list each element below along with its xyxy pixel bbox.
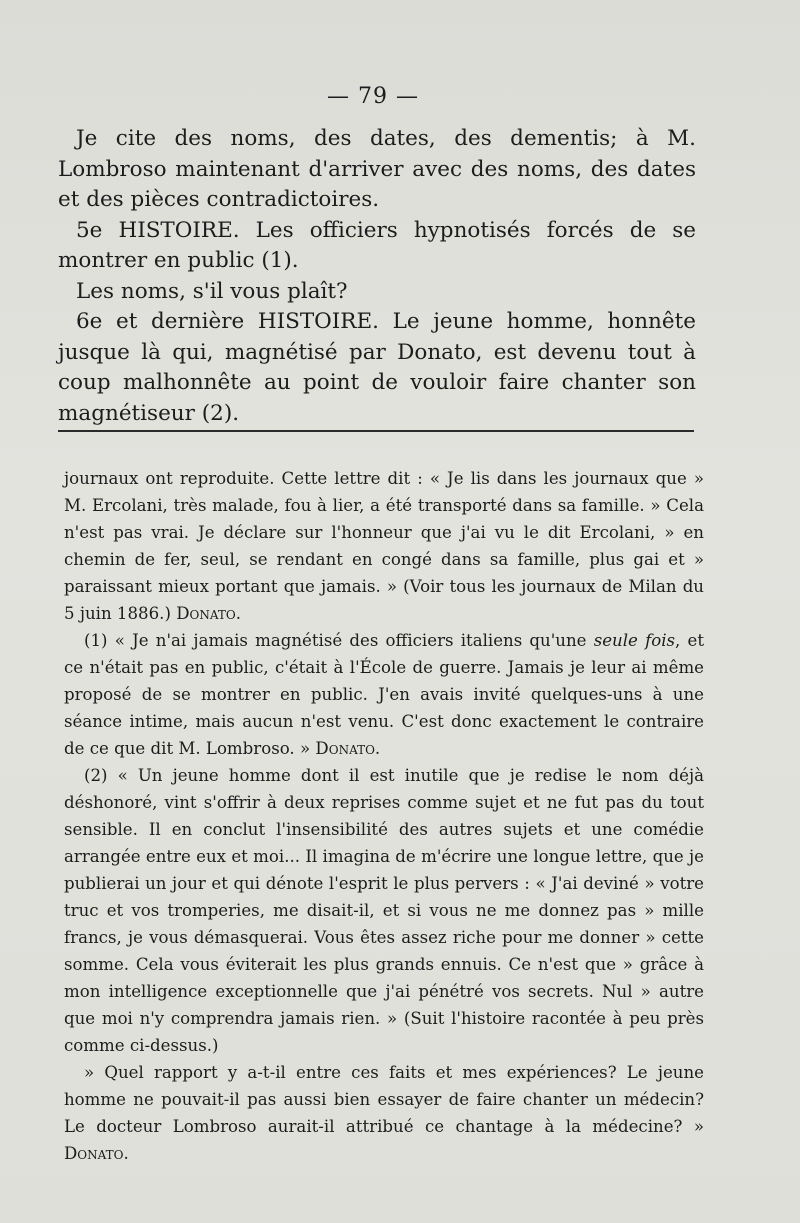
footnote-text: , et ce n'était pas en public, c'était à l'École de guerre. Jamais je leur ai même proposé de se montrer en public. J'en avais invité quelques-uns à une séance intime, mais aucun n'est venu. C'est donc exactement le contraire de ce que dit M. Lombroso. »: [64, 631, 705, 758]
footnote-italic: seule fois: [593, 631, 676, 650]
histoire-text: Le jeune homme, honnête jusque là qui, magnétisé par Donato, est devenu tout à coup malhonnête au point de vouloir faire chanter son magnétiseur (2).: [58, 309, 696, 426]
histoire-number: 6e et dernière: [76, 309, 245, 334]
footnote-marker: (1): [84, 631, 108, 650]
footnote-2: [64, 762, 704, 1059]
footnote-text: journaux ont reproduite. Cette lettre dit : « Je lis dans les journaux que » M. Ercolani, très malade, fou à lier, a été transporté dans sa famille. » Cela n'est pas vrai. Je déclare sur l'honneur que j'ai vu le dit Ercolani, » en chemin de fer, seul, se rendant en congé dans sa famille, plus gai et » paraissant mieux portant que jamais. » (Voir tous les journaux de Milan du 5 juin 1886.): [64, 469, 704, 623]
page-number: — 79 —: [327, 84, 419, 109]
histoire-text: Les officiers hypnotisés forcés de se montrer en public (1).: [58, 217, 696, 273]
signature: Donato.: [176, 604, 241, 623]
histoire-number: 5e: [76, 217, 103, 243]
histoire-label: HISTOIRE.: [118, 217, 240, 243]
footnote-text: « Je n'ai jamais magnétisé des officiers italiens qu'une: [114, 631, 587, 650]
footnote-1: [64, 627, 704, 762]
histoire-label: HISTOIRE.: [257, 309, 379, 334]
main-text: [58, 124, 696, 429]
footnote-closing: [64, 1059, 704, 1167]
main-paragraph-3: Les noms, s'il vous plaît?: [76, 278, 348, 304]
footnote-text: » Quel rapport y a-t-il entre ces faits et mes expériences? Le jeune homme ne pouvait-il pas aussi bien essayer de faire chanter un médecin? Le docteur Lombroso aurait-il attribué ce chantage à la médecine? »: [64, 1063, 704, 1136]
main-paragraph-4: [58, 307, 696, 429]
footnote-marker: (2): [84, 766, 108, 785]
main-paragraph-2: [58, 216, 696, 277]
footnote-separator: [58, 430, 694, 432]
main-paragraph-1: Je cite des noms, des dates, des dementis; à M. Lombroso maintenant d'arriver avec des noms, des dates et des pièces contradictoires.: [58, 126, 696, 212]
signature: Donato.: [315, 739, 381, 758]
footnote-text: « Un jeune homme dont il est inutile que je redise le nom déjà déshonoré, vint s'offrir à deux reprises comme sujet et ne fut pas du tout sensible. Il en conclut l'insensibilité des autres sujets et une comédie arrangée entre eux et moi... Il imagina de m'écrire une longue lettre, que je publierai un jour et qui dénote l'esprit le plus pervers : « J'ai deviné » votre truc et vos tromperies, me disait-il, et si vous ne me donnez pas » mille francs, je vous démasquerai. Vous êtes assez riche pour me donner » cette somme. Cela vous éviterait les plus grands ennuis. Ce n'est que » grâce à mon intelligence exceptionnelle que j'ai pénétré vos secrets. Nul » autre que moi n'y comprendra jamais rien. » (Suit l'histoire racontée à peu près comme ci-dessus.): [64, 766, 704, 1055]
footnotes: [64, 465, 704, 1167]
footnote-continuation: [64, 465, 704, 627]
signature: Donato.: [64, 1144, 129, 1163]
